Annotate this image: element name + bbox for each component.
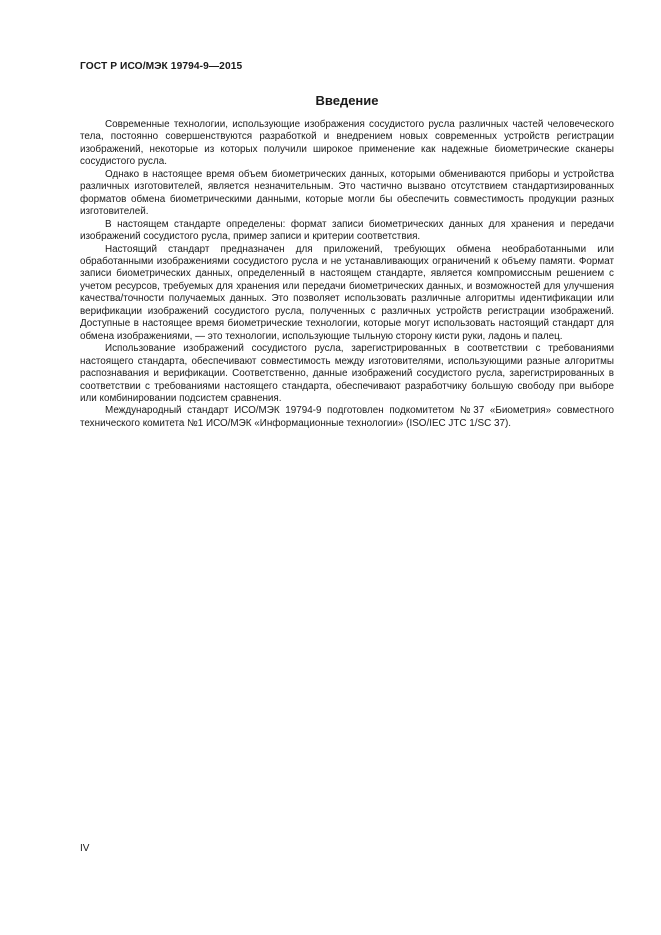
page-number: IV <box>80 843 90 854</box>
paragraph: Использование изображений сосудистого русла, зарегистрированных в соответствии с требованиями настоящего стандарта, обеспечивают совместимость между изготовителями, использующими разные алгоритмы распознавания и верификации. Соответственно, данные изображений сосудистого русла, зарегистрированных в соответствии с требованиями настоящего стандарта, обеспечивают разработчику большую свободу при выборе или комбинировании подсистем сравнения. <box>80 343 614 404</box>
section-title: Введение <box>315 93 379 108</box>
paragraph: Настоящий стандарт предназначен для приложений, требующих обмена необработанными или обработанными изображениями сосудистого русла и не устанавливающих ограничений к объему памяти. Формат записи биометрических данных, определенный в настоящем стандарте, является компромиссным решением с учетом ресурсов, требуемых для хранения или передачи биометрических данных, и возможностей для улучшения качества/точности получаемых данных. Это позволяет использовать различные алгоритмы идентификации или верификации изображений сосудистого русла, полученных с различных устройств регистрации изображений. Доступные в настоящее время биометрические технологии, которые могут использовать настоящий стандарт для обмена изображениями, — это технологии, использующие тыльную сторону кисти руки, ладонь и палец. <box>80 243 614 342</box>
paragraph: Международный стандарт ИСО/МЭК 19794-9 подготовлен подкомитетом №37 «Биометрия» совместного технического комитета №1 ИСО/МЭК «Информационные технологии» (ISO/IEC JTC 1/SC 37). <box>80 405 614 429</box>
paragraph: Однако в настоящее время объем биометрических данных, которыми обмениваются приборы и устройства различных изготовителей, является незначительным. Это частично вызвано отсутствием стандартизированных форматов обмена биометрическими данными, которые могли бы обеспечить совместимость продукции разных изготовителей. <box>80 168 614 218</box>
paragraph: Современные технологии, использующие изображения сосудистого русла различных частей человеческого тела, постоянно совершенствуются разработкой и внедрением новых современных устройств регистрации изображений, некоторые из которых получили широкое применение как надежные биометрические сканеры сосудистого русла. <box>80 119 614 168</box>
paragraph: В настоящем стандарте определены: формат записи биометрических данных для хранения и передачи изображений сосудистого русла, пример записи и критерии соответствия. <box>80 218 614 243</box>
standard-header: ГОСТ Р ИСО/МЭК 19794-9—2015 <box>80 61 243 72</box>
body-text <box>80 119 614 430</box>
